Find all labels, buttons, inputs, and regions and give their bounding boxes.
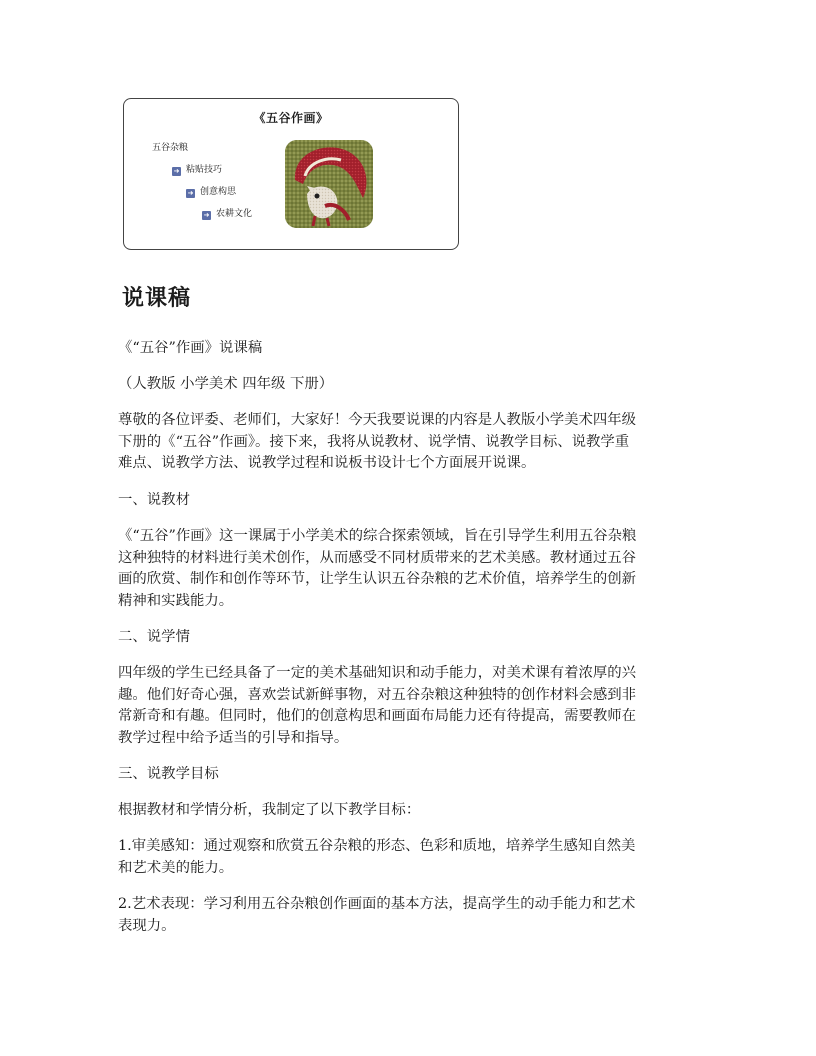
section-heading-students: 二、说学情 (118, 629, 190, 645)
textbook-line-4: 精神和实践能力。 (118, 592, 234, 609)
intro-line-2: 下册的《“五谷”作画》。接下来，我将从说教材、说学情、说教学目标、说教学重 (118, 433, 630, 450)
arrow-right-icon: ➜ (187, 189, 194, 197)
lesson-card (123, 98, 459, 250)
section-heading-goals: 三、说教学目标 (118, 766, 219, 782)
tree-item-label: 创意构思 (200, 187, 237, 197)
grain-painting-image (285, 140, 373, 228)
card-title: 《五谷作画》 (253, 111, 329, 125)
students-line-2: 趣。他们好奇心强，喜欢尝试新鲜事物，对五谷杂粮这种独特的创作材料会感到非 (118, 686, 637, 703)
goal-1-line-1: 1.审美感知：通过观察和欣赏五谷杂粮的形态、色彩和质地，培养学生感知自然美 (118, 838, 636, 854)
intro-line-3: 难点、说教学方法、说教学过程和说板书设计七个方面展开说课。 (118, 455, 536, 471)
arrow-right-icon: ➜ (173, 167, 180, 175)
students-line-3: 常新奇和有趣。但同时，他们的创意构思和画面布局能力还有待提高，需要教师在 (118, 708, 637, 724)
tree-item-label: 五谷杂粮 (152, 143, 189, 153)
arrow-right-icon: ➜ (203, 211, 210, 219)
goal-2-line-1: 2.艺术表现：学习利用五谷杂粮创作画面的基本方法，提高学生的动手能力和艺术 (118, 896, 636, 912)
doc-title-line: 《“五谷”作画》说课稿 (118, 340, 263, 356)
textbook-line-2: 这种独特的材料进行美术创作，从而感受不同材质带来的艺术美感。教材通过五谷 (118, 549, 637, 566)
tree-item-label: 农耕文化 (216, 209, 253, 219)
tree-item-creative (186, 187, 236, 198)
tree-item-pasting (172, 165, 222, 176)
goals-intro: 根据教材和学情分析，我制定了以下教学目标： (118, 802, 421, 818)
tree-item-grains (152, 143, 188, 154)
section-heading-textbook: 一、说教材 (118, 492, 190, 508)
students-line-4: 教学过程中给予适当的引导和指导。 (118, 729, 349, 746)
textbook-line-1: 《“五谷”作画》这一课属于小学美术的综合探索领域，旨在引导学生利用五谷杂粮 (118, 528, 637, 544)
page-heading: 说课稿 (122, 286, 192, 311)
goal-2-line-2: 表现力。 (118, 917, 176, 934)
tree-item-label: 粘贴技巧 (186, 165, 223, 175)
textbook-line-3: 画的欣赏、制作和创作等环节，让学生认识五谷杂粮的艺术价值，培养学生的创新 (118, 571, 637, 587)
students-line-1: 四年级的学生已经具备了一定的美术基础知识和动手能力，对美术课有着浓厚的兴 (118, 665, 637, 681)
goal-1-line-2: 和艺术美的能力。 (118, 859, 234, 876)
edition-line: （人教版 小学美术 四年级 下册） (118, 376, 334, 392)
intro-line-1: 尊敬的各位评委、老师们，大家好！今天我要说课的内容是人教版小学美术四年级 (118, 412, 637, 428)
tree-item-farming (202, 209, 252, 220)
